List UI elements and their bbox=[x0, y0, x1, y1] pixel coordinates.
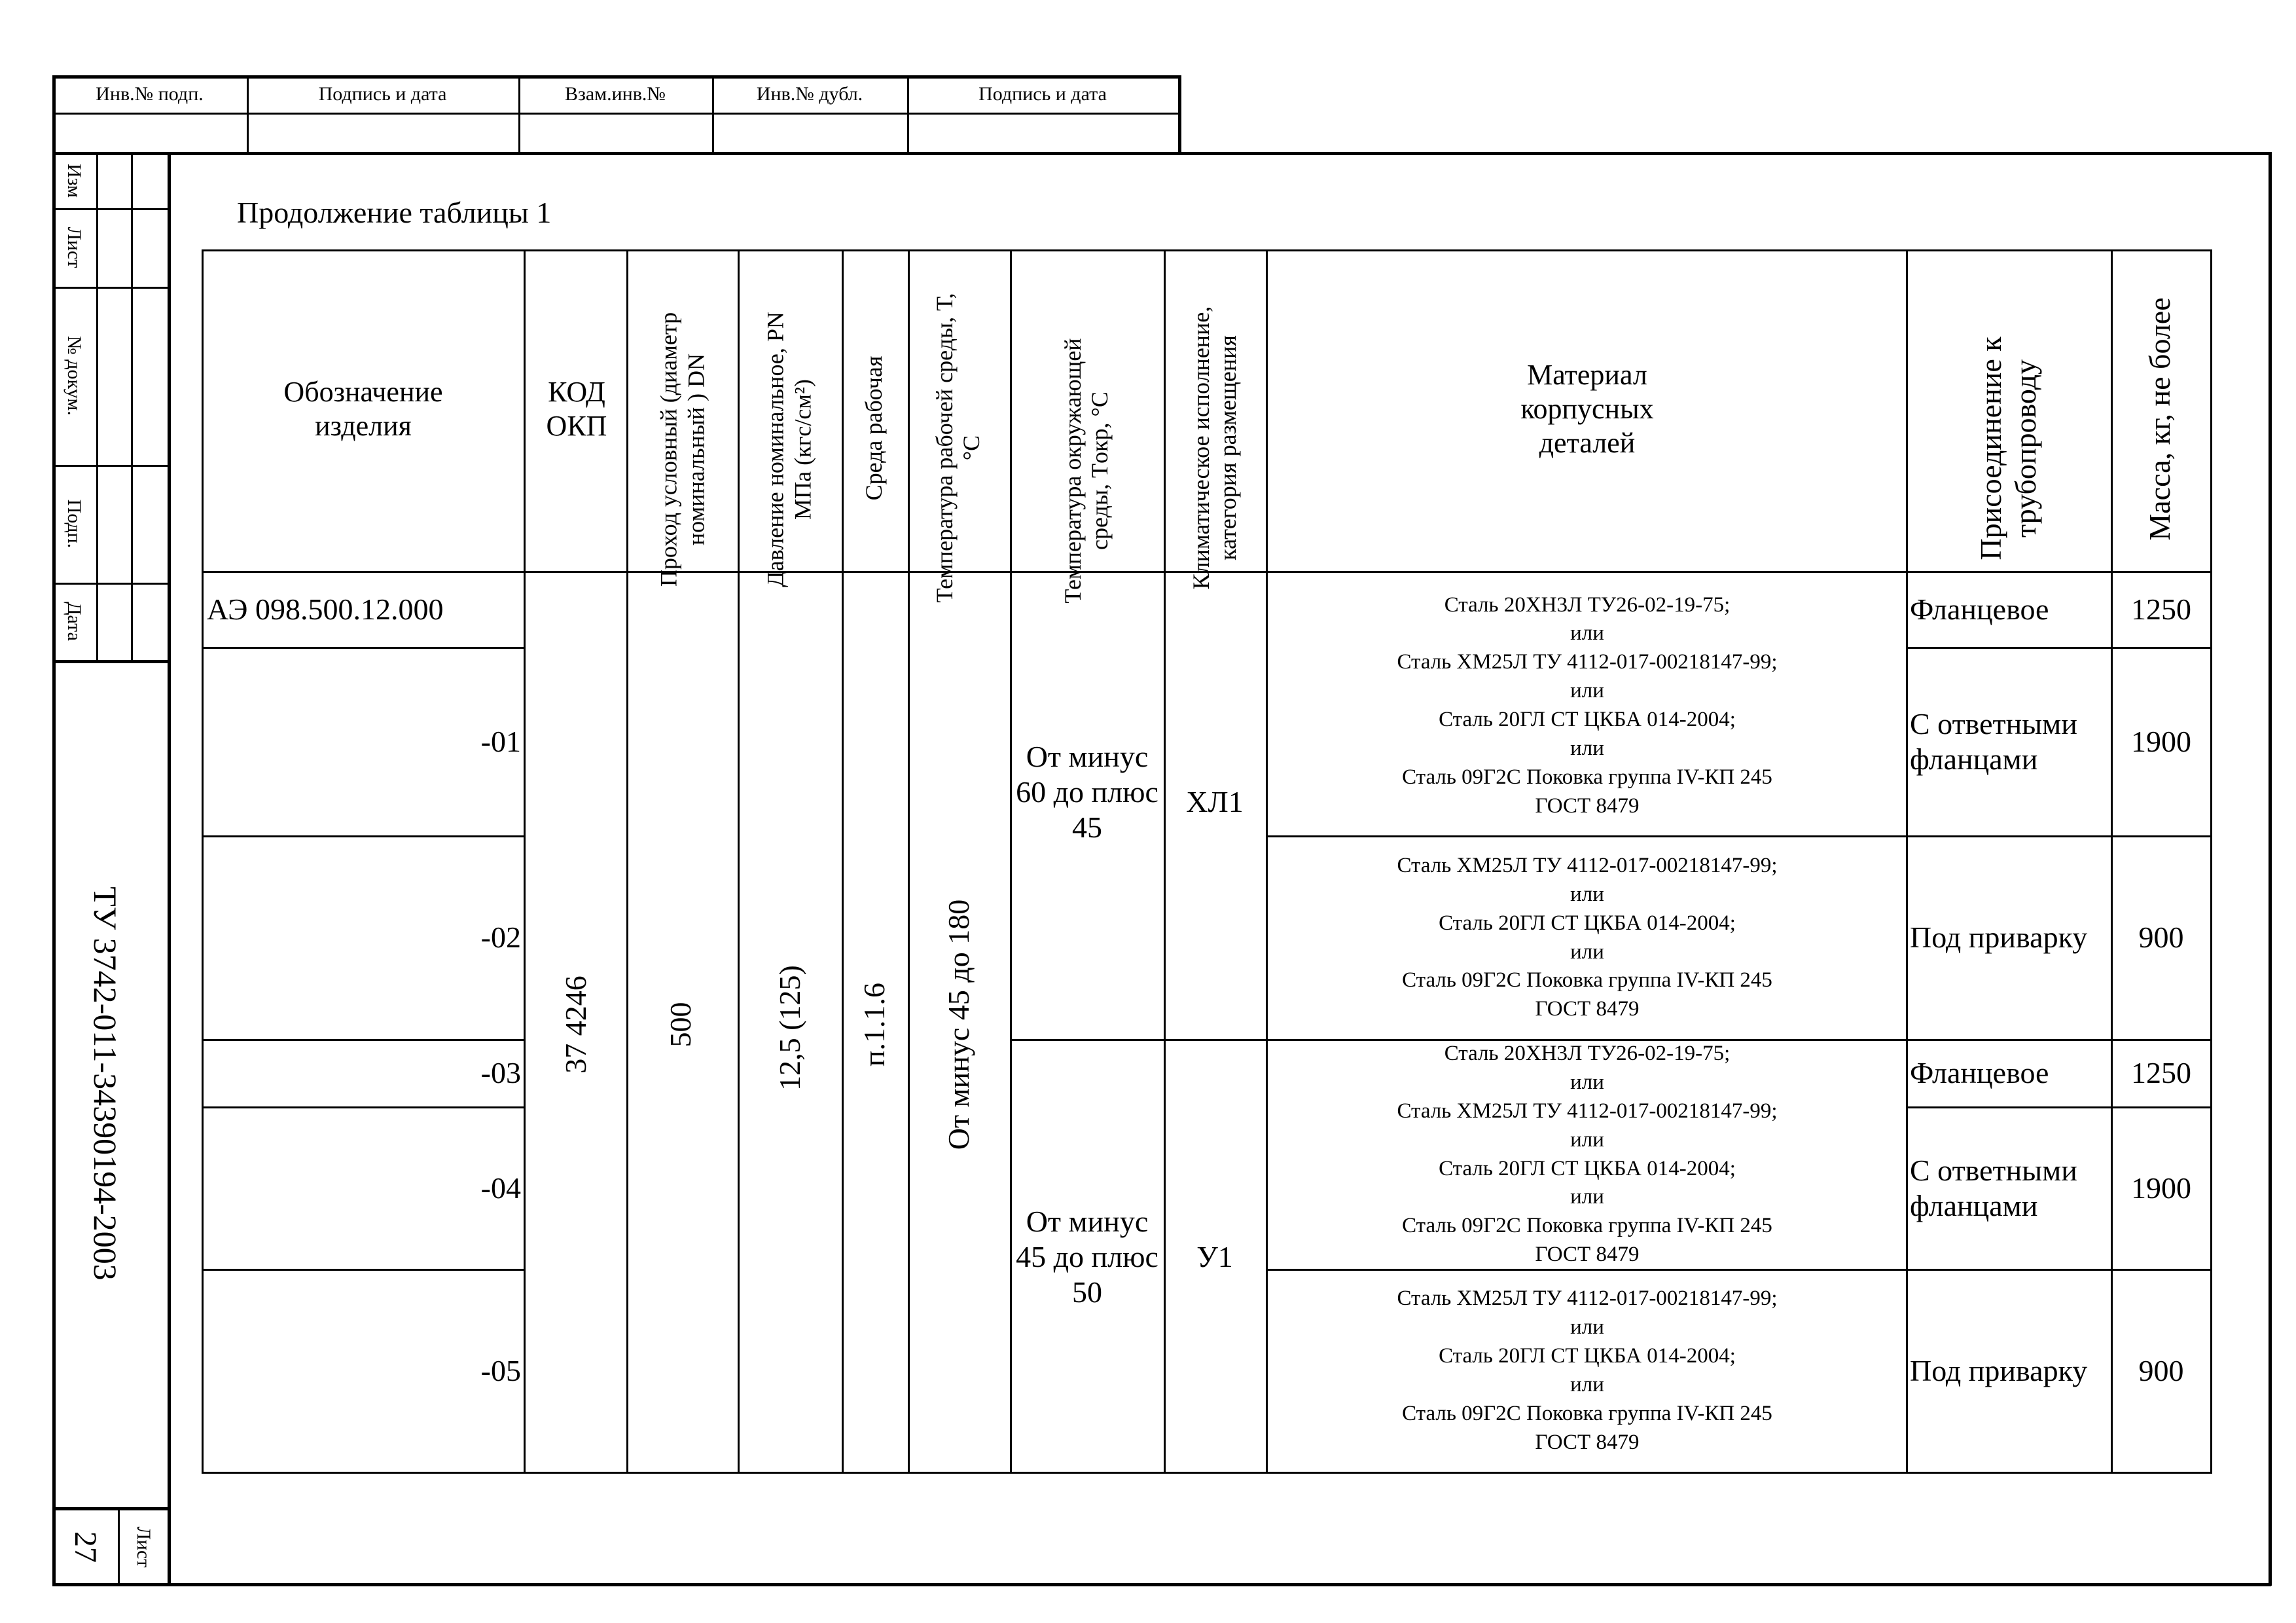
stamp-label-izm: Изм bbox=[63, 163, 86, 198]
header-connection: Присоединение к трубопроводу bbox=[1974, 337, 2042, 560]
header-temp-env: Температура окружающей среды, Tокр, °С bbox=[1059, 338, 1113, 604]
stamp-label-inv-dubl: Инв.№ дубл. bbox=[756, 82, 863, 105]
header-designation: Обозначение изделия bbox=[283, 376, 443, 442]
stamp-label-inv-podp: Инв.№ подп. bbox=[96, 82, 204, 105]
header-climate: Климатическое исполнение, категория размещения bbox=[1187, 306, 1241, 590]
material-line: Сталь 09Г2С Поковка группа IV-КП 245 bbox=[1402, 968, 1772, 993]
material-line: Сталь ХМ25Л ТУ 4112-017-00218147-99; bbox=[1397, 853, 1778, 877]
temp-env-value-1: От минус 60 до плюс 45 bbox=[1016, 739, 1158, 845]
material-line: Сталь ХМ25Л ТУ 4112-017-00218147-99; bbox=[1397, 1286, 1778, 1311]
designation-row-0: АЭ 098.500.12.000 bbox=[207, 592, 444, 626]
connection-row-4: С ответными фланцами bbox=[1910, 1153, 2077, 1222]
connection-row-2: Под приварку bbox=[1910, 921, 2088, 955]
sheet-number: 27 bbox=[67, 1531, 103, 1563]
stamp-label-list: Лист bbox=[63, 227, 86, 268]
material-line: или bbox=[1570, 679, 1604, 703]
material-line: или bbox=[1570, 1070, 1604, 1094]
header-temp-work: Температура рабочей среды, Т, °С bbox=[931, 293, 984, 603]
climate-value-1: ХЛ1 bbox=[1186, 784, 1244, 818]
stamp-label-podp: Подп. bbox=[63, 499, 86, 549]
header-pressure: Давление номинальное, PN МПа (кгс/см²) bbox=[762, 312, 816, 587]
table-caption: Продолжение таблицы 1 bbox=[237, 196, 552, 229]
material-line: Сталь 20ГЛ СТ ЦКБА 014-2004; bbox=[1439, 1156, 1736, 1180]
material-line: или bbox=[1570, 621, 1604, 646]
document-number: ТУ 3742-011-34390194-2003 bbox=[86, 886, 124, 1281]
stamp-label-data: Дата bbox=[63, 602, 86, 641]
designation-row-5: -05 bbox=[480, 1353, 521, 1387]
designation-row-4: -04 bbox=[480, 1171, 521, 1205]
material-line: или bbox=[1570, 1315, 1604, 1340]
designation-row-3: -03 bbox=[480, 1056, 521, 1090]
mass-row-1: 1900 bbox=[2131, 724, 2191, 758]
material-cell-2 bbox=[1270, 837, 1905, 1039]
material-line: или bbox=[1570, 1185, 1604, 1209]
material-cell-4 bbox=[1270, 1270, 1905, 1472]
material-line: или bbox=[1570, 1373, 1604, 1396]
material-cell-1 bbox=[1270, 577, 1905, 834]
connection-row-3: Фланцевое bbox=[1910, 1056, 2049, 1090]
material-line: ГОСТ 8479 bbox=[1535, 1243, 1640, 1267]
stamp-label-signature-date: Подпись и дата bbox=[318, 82, 447, 105]
designation-row-1: -01 bbox=[480, 724, 521, 758]
okp-code: 37 4246 bbox=[558, 976, 592, 1074]
material-line: или bbox=[1570, 1127, 1604, 1152]
material-line: Сталь ХМ25Л ТУ 4112-017-00218147-99; bbox=[1397, 1099, 1778, 1123]
header-okp: КОД ОКП bbox=[546, 376, 607, 442]
header-mass: Масса, кг, не более bbox=[2142, 297, 2176, 541]
material-line: Сталь ХМ25Л ТУ 4112-017-00218147-99; bbox=[1397, 650, 1778, 674]
medium-value: п.1.1.6 bbox=[857, 982, 891, 1067]
sheet-label: Лист bbox=[133, 1526, 155, 1568]
pressure-value: 12,5 (125) bbox=[772, 965, 806, 1091]
material-line: или bbox=[1570, 736, 1604, 760]
header-medium: Среда рабочая bbox=[861, 356, 888, 501]
material-line: ГОСТ 8479 bbox=[1535, 1430, 1640, 1454]
material-line: Сталь 20ХН3Л ТУ26-02-19-75; bbox=[1444, 1042, 1731, 1065]
stamp-label-signature-date-2: Подпись и дата bbox=[978, 82, 1107, 105]
material-line: или bbox=[1570, 882, 1604, 906]
material-line: Сталь 09Г2С Поковка группа IV-КП 245 bbox=[1402, 1214, 1772, 1238]
material-line: Сталь 09Г2С Поковка группа IV-КП 245 bbox=[1402, 1401, 1772, 1425]
mass-row-3: 1250 bbox=[2131, 1056, 2191, 1090]
mass-row-4: 1900 bbox=[2131, 1171, 2191, 1205]
material-line: или bbox=[1570, 939, 1604, 964]
material-cell-3 bbox=[1270, 1040, 1905, 1269]
material-line: Сталь 20ГЛ СТ ЦКБА 014-2004; bbox=[1439, 911, 1736, 935]
temp-env-value-2: От минус 45 до плюс 50 bbox=[1016, 1204, 1158, 1309]
material-line: Сталь 20ХН3Л ТУ26-02-19-75; bbox=[1444, 593, 1731, 617]
mass-row-2: 900 bbox=[2138, 921, 2184, 955]
stamp-label-doc-num: № докум. bbox=[63, 336, 86, 416]
temp-work-value: От минус 45 до 180 bbox=[941, 899, 975, 1150]
climate-value-2: У1 bbox=[1196, 1239, 1233, 1273]
stamp-label-vzam-inv: Взам.инв.№ bbox=[564, 82, 666, 105]
mass-row-5: 900 bbox=[2138, 1353, 2184, 1387]
material-line: Сталь 20ГЛ СТ ЦКБА 014-2004; bbox=[1439, 1344, 1736, 1368]
connection-row-0: Фланцевое bbox=[1910, 592, 2049, 626]
mass-row-0: 1250 bbox=[2131, 592, 2191, 626]
designation-row-2: -02 bbox=[480, 921, 521, 955]
material-line: Сталь 20ГЛ СТ ЦКБА 014-2004; bbox=[1439, 708, 1736, 731]
dn-value: 500 bbox=[663, 1002, 697, 1048]
material-line: ГОСТ 8479 bbox=[1535, 793, 1640, 818]
connection-row-5: Под приварку bbox=[1910, 1353, 2088, 1387]
header-dn: Проход условный (диаметр номинальный ) DN bbox=[655, 312, 709, 587]
header-material: Материал корпусных деталей bbox=[1520, 359, 1654, 459]
connection-row-1: С ответными фланцами bbox=[1910, 706, 2077, 776]
material-line: ГОСТ 8479 bbox=[1535, 997, 1640, 1021]
material-line: Сталь 09Г2С Поковка группа IV-КП 245 bbox=[1402, 765, 1772, 789]
